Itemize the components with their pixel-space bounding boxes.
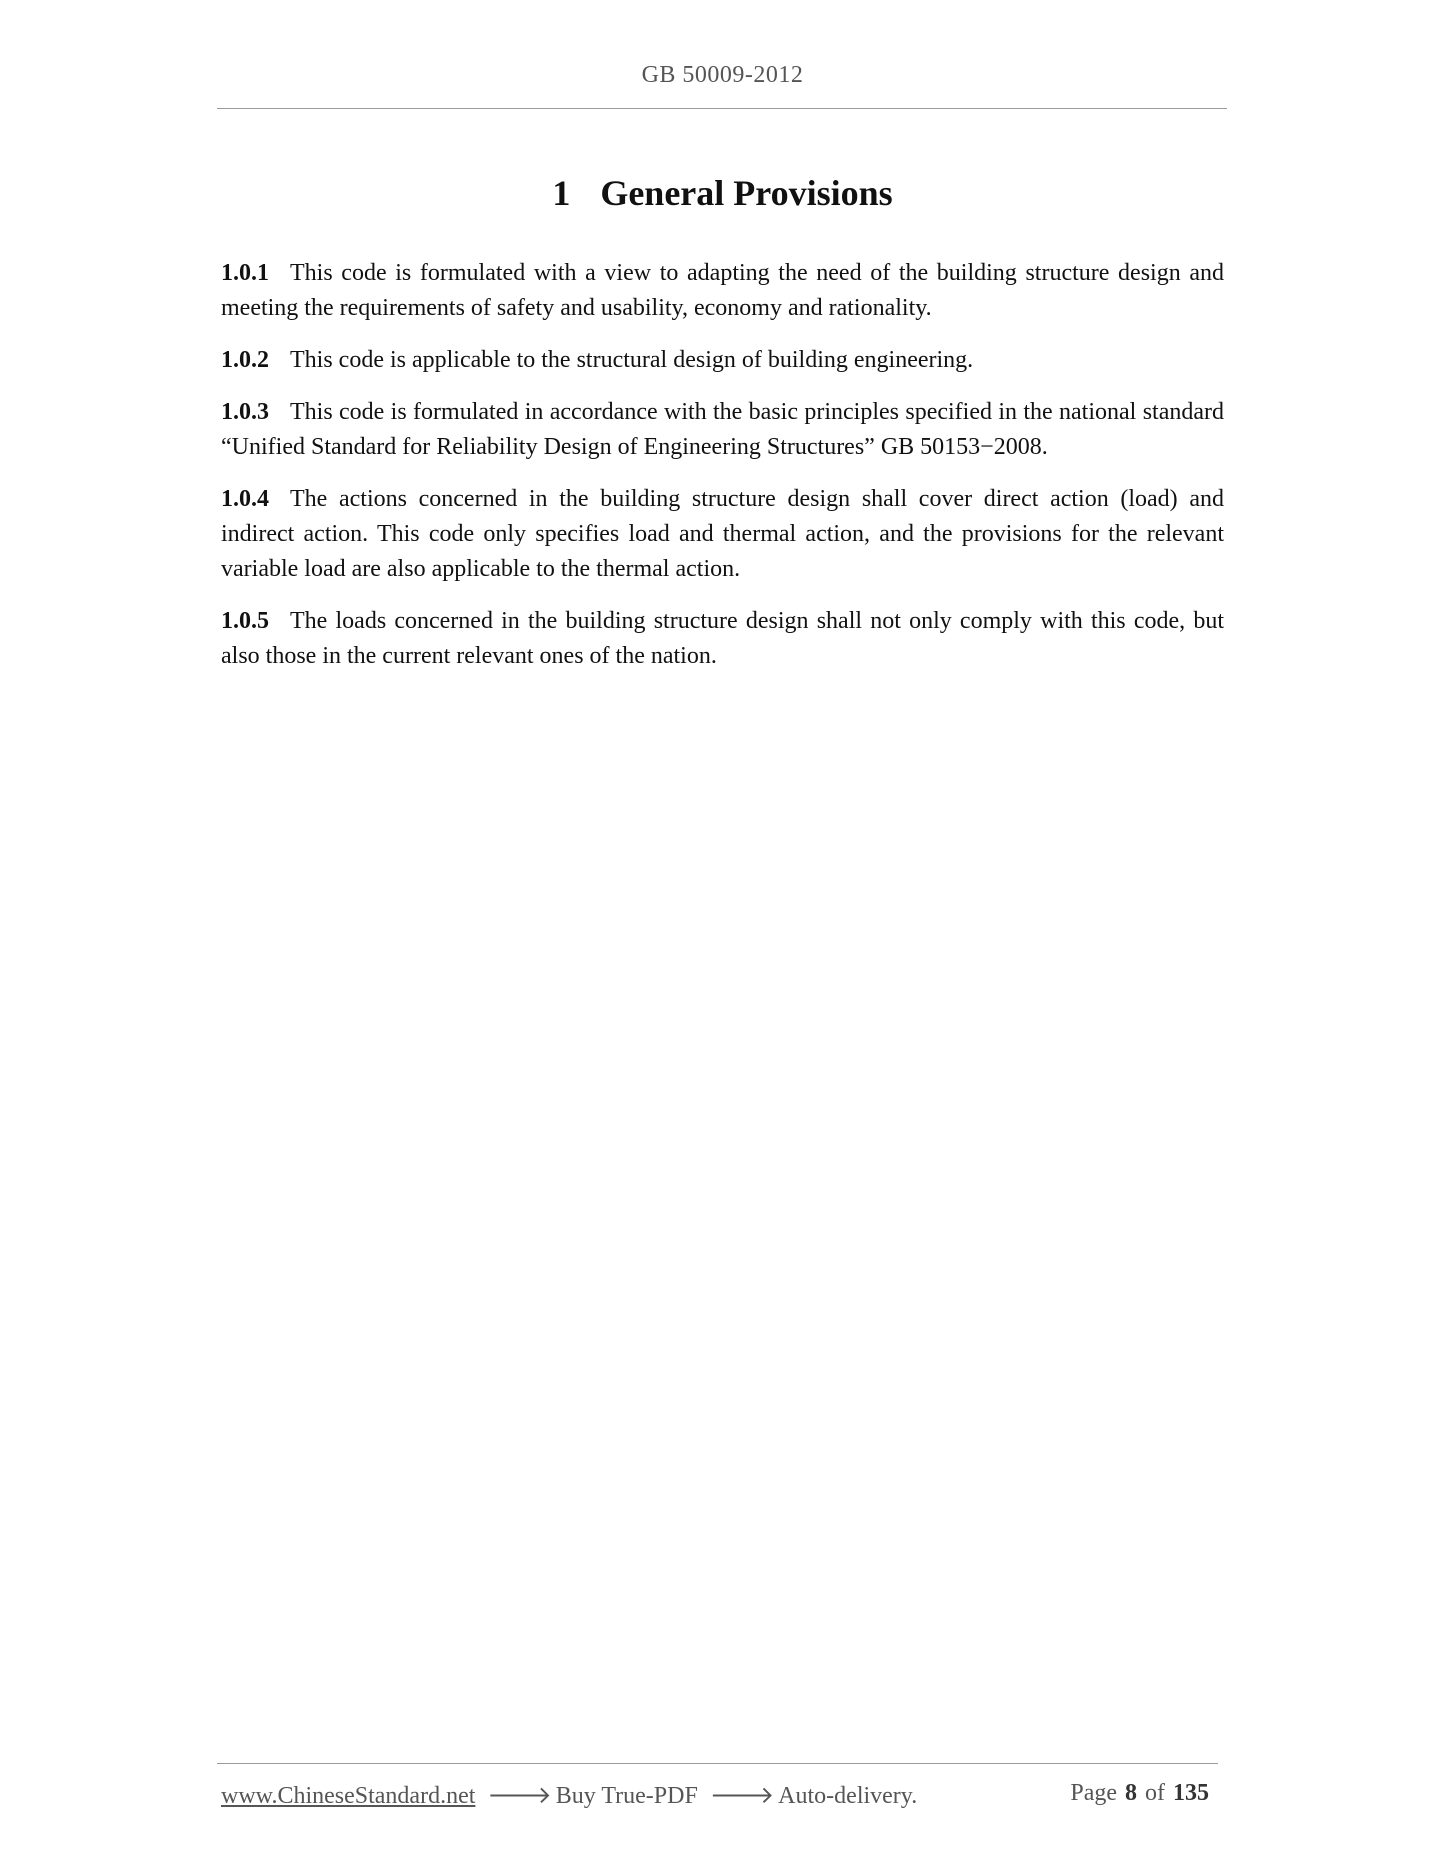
clause-number: 1.0.3 [221,399,269,425]
website-link[interactable]: www.ChineseStandard.net [221,1783,476,1809]
clause-1-0-3 [221,395,1224,465]
clause-text: This code is applicable to the structural design of building engineering. [290,347,974,373]
chapter-title [0,172,1445,214]
clause-text: The loads concerned in the building structure design shall not only comply with this code, but also those in the current relevant ones of the nation. [221,608,1224,669]
of-label: of [1145,1780,1165,1806]
right-arrow-icon: 🡒 [487,1783,552,1809]
clause-number: 1.0.1 [221,260,269,286]
current-page-number: 8 [1125,1780,1137,1806]
header-divider [217,108,1227,109]
clause-text: The actions concerned in the building structure design shall cover direct action (load) and indirect action. This code only specifies load and thermal action, and the provisions for the relevant variable load are also applicable to the thermal action. [221,486,1224,582]
auto-delivery-text: Auto-delivery. [778,1783,918,1809]
clause-number: 1.0.4 [221,486,269,512]
total-pages-number: 135 [1173,1780,1209,1806]
clause-text: This code is formulated with a view to adapting the need of the building structure design and meeting the requirements of safety and usability, economy and rationality. [221,260,1224,321]
buy-pdf-text: Buy True-PDF [555,1783,698,1809]
clause-1-0-5 [221,604,1224,674]
clause-1-0-2 [221,343,1224,378]
clause-text: This code is formulated in accordance with the basic principles specified in the national standard “Unified Standard for Reliability Design of Engineering Structures” GB 50153−2008. [221,399,1224,460]
page-label: Page [1070,1780,1117,1806]
footer-promo [221,1780,917,1810]
running-header: GB 50009-2012 [641,62,804,88]
chapter-title-text: General Provisions [600,173,893,213]
clause-1-0-1 [221,256,1224,326]
clause-number: 1.0.5 [221,608,269,634]
document-body [221,256,1224,691]
footer-divider [217,1763,1218,1764]
right-arrow-icon: 🡒 [709,1783,775,1809]
clause-1-0-4 [221,482,1224,587]
chapter-number: 1 [552,173,571,213]
page-indicator [1070,1780,1217,1807]
clause-number: 1.0.2 [221,347,269,373]
